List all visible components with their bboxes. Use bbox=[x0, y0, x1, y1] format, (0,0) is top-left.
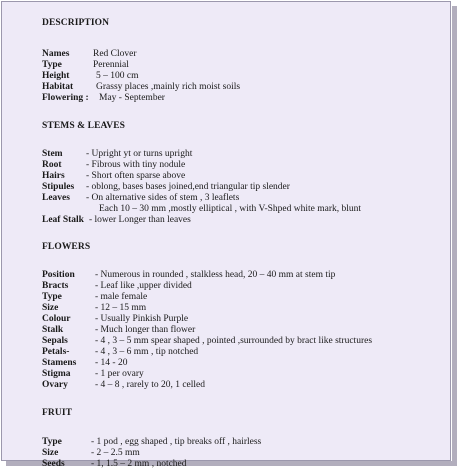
row-value: - 12 – 15 mm bbox=[95, 303, 147, 313]
row-label: Colour bbox=[42, 314, 71, 324]
flowers-row-colour bbox=[42, 314, 447, 325]
row-value: 5 – 100 cm bbox=[96, 71, 139, 81]
row-value: - Leaf like ,upper divided bbox=[95, 281, 192, 291]
document-content bbox=[42, 17, 447, 470]
row-label: Position bbox=[42, 270, 75, 280]
row-label: Type bbox=[42, 60, 62, 70]
row-value: Perennial bbox=[93, 60, 129, 70]
flowers-row-bracts bbox=[42, 281, 447, 292]
row-value: - 1 per ovary bbox=[95, 369, 144, 379]
row-label: Size bbox=[42, 303, 59, 313]
stems-leaves-section bbox=[42, 149, 447, 226]
flowers-row-stalk bbox=[42, 325, 447, 336]
row-value: - Short often sparse above bbox=[86, 171, 186, 181]
row-value: - On alternative sides of stem , 3 leaflets bbox=[86, 193, 240, 203]
flowers-section bbox=[42, 270, 447, 391]
row-label: Habitat bbox=[42, 82, 74, 92]
sheet-shadow-right bbox=[452, 6, 457, 466]
description-heading: DESCRIPTION bbox=[42, 18, 110, 28]
stems-row-stem bbox=[42, 149, 447, 160]
row-label: Names bbox=[42, 49, 70, 59]
stems-row-root bbox=[42, 160, 447, 171]
description-row-type bbox=[42, 60, 447, 71]
flowers-row-petals bbox=[42, 347, 447, 358]
fruit-heading: FRUIT bbox=[42, 408, 73, 418]
row-label: Root bbox=[42, 160, 62, 170]
row-value: - 2 – 2.5 mm bbox=[91, 448, 140, 458]
row-label: Bracts bbox=[42, 281, 69, 291]
row-value: Grassy places ,mainly rich moist soils bbox=[96, 82, 241, 92]
flowers-heading: FLOWERS bbox=[42, 242, 91, 252]
row-value: - 1, 1.5 – 2 mm , notched bbox=[91, 459, 187, 469]
row-value: May - September bbox=[99, 93, 165, 103]
leaves-continuation: Each 10 – 30 mm ,mostly elliptical , with V-Shped white mark, blunt bbox=[99, 204, 362, 214]
fruit-row-size bbox=[42, 448, 447, 459]
row-label: Ovary bbox=[42, 380, 68, 390]
row-value: - 4 , 3 – 6 mm , tip notched bbox=[95, 347, 199, 357]
row-label: Leaves bbox=[42, 193, 70, 203]
row-label: Hairs bbox=[42, 171, 65, 181]
stems-row-leaf-stalk bbox=[42, 215, 447, 226]
flowers-row-position bbox=[42, 270, 447, 281]
row-label: Stipules bbox=[42, 182, 75, 192]
flowers-row-stamens bbox=[42, 358, 447, 369]
row-value: - 1 pod , egg shaped , tip breaks off , hairless bbox=[91, 437, 262, 447]
row-value: - lower Longer than leaves bbox=[89, 215, 191, 225]
row-value: - Much longer than flower bbox=[95, 325, 196, 335]
row-label: Stem bbox=[42, 149, 63, 159]
fruit-row-type bbox=[42, 437, 447, 448]
fruit-section bbox=[42, 437, 447, 470]
row-label: Stamens bbox=[42, 358, 77, 368]
row-label: Flowering : bbox=[42, 93, 89, 103]
stems-row-hairs bbox=[42, 171, 447, 182]
row-label: Stigma bbox=[42, 369, 71, 379]
row-value: Red Clover bbox=[93, 49, 137, 59]
description-row-habitat bbox=[42, 82, 447, 93]
row-value: - male female bbox=[95, 292, 148, 302]
flowers-row-ovary bbox=[42, 380, 447, 391]
row-label: Type bbox=[42, 437, 62, 447]
flowers-row-size bbox=[42, 303, 447, 314]
row-value: - Upright yt or turns upright bbox=[86, 149, 193, 159]
row-label: Type bbox=[42, 292, 62, 302]
row-value: - oblong, bases bases joined,end triangular tip slender bbox=[86, 182, 290, 192]
row-label: Sepals bbox=[42, 336, 68, 346]
row-value: - Fibrous with tiny nodule bbox=[86, 160, 186, 170]
row-label: Petals- bbox=[42, 347, 70, 357]
description-row-flowering bbox=[42, 93, 447, 104]
row-value: - 14 - 20 bbox=[95, 358, 128, 368]
flowers-row-stigma bbox=[42, 369, 447, 380]
stems-row-leaves-continued bbox=[42, 204, 447, 215]
description-section bbox=[42, 49, 447, 104]
fruit-row-seeds bbox=[42, 459, 447, 470]
description-row-names bbox=[42, 49, 447, 60]
description-row-height bbox=[42, 71, 447, 82]
flowers-row-sepals bbox=[42, 336, 447, 347]
stems-row-leaves bbox=[42, 193, 447, 204]
row-label: Stalk bbox=[42, 325, 64, 335]
row-value: - Numerous in rounded , stalkless head, 20 – 40 mm at stem tip bbox=[95, 270, 336, 280]
row-label: Size bbox=[42, 448, 59, 458]
row-value: - Usually Pinkish Purple bbox=[95, 314, 189, 324]
row-label: Leaf Stalk bbox=[42, 215, 84, 225]
stems-leaves-heading: STEMS & LEAVES bbox=[42, 121, 126, 131]
row-value: - 4 , 3 – 5 mm spear shaped , pointed ,surrounded by bract like structures bbox=[95, 336, 373, 346]
flowers-row-type bbox=[42, 292, 447, 303]
stems-row-stipules bbox=[42, 182, 447, 193]
row-value: - 4 – 8 , rarely to 20, 1 celled bbox=[95, 380, 206, 390]
row-label: Seeds bbox=[42, 459, 65, 469]
row-label: Height bbox=[42, 71, 70, 81]
